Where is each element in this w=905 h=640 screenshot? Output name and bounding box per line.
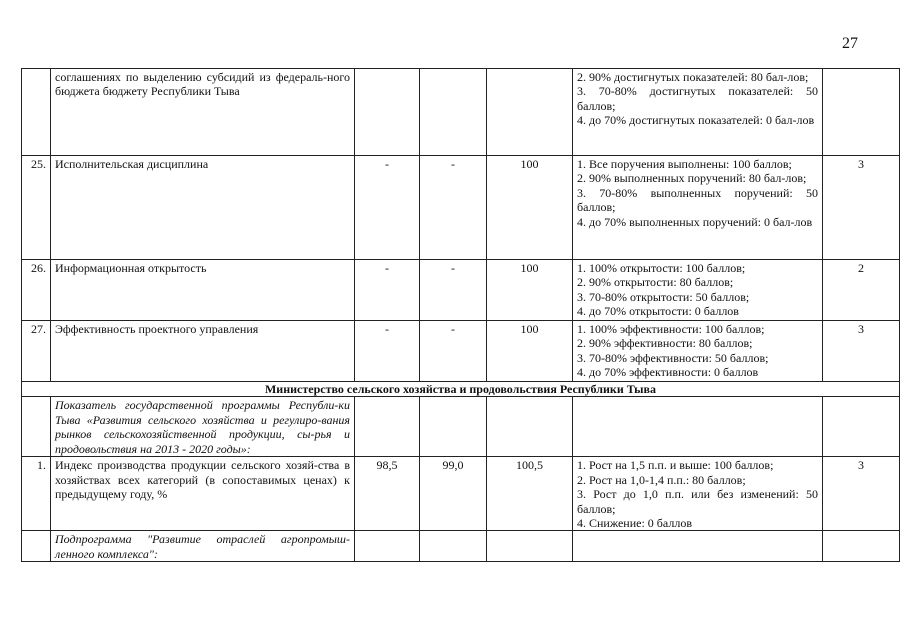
criteria-line: 2. Рост на 1,0-1,4 п.п.: 80 баллов; <box>577 472 746 487</box>
value-cell: - <box>355 260 420 321</box>
section-heading-row <box>22 382 900 397</box>
weight-cell: 3 <box>823 457 900 531</box>
row-number-cell <box>22 69 51 156</box>
row-number-cell: 26. <box>22 260 51 321</box>
section-title: Министерство сельского хозяйства и продовольствия Республики Тыва <box>22 382 900 397</box>
criteria-line: 1. 100% эффективности: 100 баллов; <box>577 322 765 336</box>
table-row <box>22 69 900 156</box>
criteria-line: 3. 70-80% открытости: 50 баллов; <box>577 289 750 304</box>
row-number-cell <box>22 397 51 457</box>
table-row <box>22 531 900 562</box>
row-number-cell <box>22 531 51 562</box>
indicator-name-cell: Исполнительская дисциплина <box>51 156 355 260</box>
criteria-line: 1. Все поручения выполнены: 100 баллов; <box>577 157 792 171</box>
table-row <box>22 397 900 457</box>
value-cell: - <box>355 156 420 260</box>
value-cell: 100 <box>487 321 573 382</box>
value-cell <box>487 397 573 457</box>
indicators-table <box>21 68 900 562</box>
table-row <box>22 260 900 321</box>
indicator-name-cell: Индекс производства продукции сельского хозяй-ства в хозяйствах всех категорий (в сопоставимых ценах) к предыдущему году, % <box>51 457 355 531</box>
criteria-line: 2. 90% эффективности: 80 баллов; <box>577 336 753 351</box>
criteria-cell <box>573 531 823 562</box>
row-number-cell: 1. <box>22 457 51 531</box>
indicator-name-cell: Эффективность проектного управления <box>51 321 355 382</box>
weight-cell: 3 <box>823 156 900 260</box>
criteria-line: 2. 90% достигнутых показателей: 80 бал-лов; <box>577 70 809 84</box>
criteria-line: 2. 90% выполненных поручений: 80 бал-лов; <box>577 171 807 186</box>
table-row <box>22 156 900 260</box>
value-cell <box>420 69 487 156</box>
value-cell: 100 <box>487 260 573 321</box>
criteria-line: 4. до 70% открытости: 0 баллов <box>577 304 739 319</box>
value-cell <box>355 397 420 457</box>
value-cell: 98,5 <box>355 457 420 531</box>
subprogram-name-cell: Подпрограмма "Развитие отраслей агропромыш-ленного комплекса": <box>51 531 355 562</box>
value-cell: - <box>420 156 487 260</box>
criteria-line: 3. 70-80% эффективности: 50 баллов; <box>577 350 769 365</box>
value-cell: - <box>420 321 487 382</box>
weight-cell: 3 <box>823 321 900 382</box>
value-cell <box>420 397 487 457</box>
criteria-line: 3. 70-80% достигнутых показателей: 50 баллов; <box>577 84 818 113</box>
criteria-cell <box>573 156 823 260</box>
weight-cell <box>823 531 900 562</box>
criteria-cell <box>573 260 823 321</box>
criteria-line: 4. до 70% достигнутых показателей: 0 бал-лов <box>577 113 815 128</box>
value-cell: 99,0 <box>420 457 487 531</box>
criteria-cell <box>573 69 823 156</box>
criteria-cell <box>573 321 823 382</box>
criteria-line: 2. 90% открытости: 80 баллов; <box>577 275 734 290</box>
value-cell: 100 <box>487 156 573 260</box>
criteria-cell <box>573 457 823 531</box>
criteria-line: 3. 70-80% выполненных поручений: 50 баллов; <box>577 185 818 215</box>
criteria-line: 1. Рост на 1,5 п.п. и выше: 100 баллов; <box>577 458 774 473</box>
indicator-name-cell: Информационная открытость <box>51 260 355 321</box>
value-cell: - <box>420 260 487 321</box>
value-cell <box>355 69 420 156</box>
value-cell <box>355 531 420 562</box>
criteria-line: 1. 100% открытости: 100 баллов; <box>577 261 746 275</box>
criteria-line: 4. Снижение: 0 баллов <box>577 516 692 531</box>
weight-cell <box>823 69 900 156</box>
criteria-line: 4. до 70% выполненных поручений: 0 бал-лов <box>577 214 813 229</box>
weight-cell <box>823 397 900 457</box>
table-row <box>22 457 900 531</box>
criteria-line: 4. до 70% эффективности: 0 баллов <box>577 365 759 380</box>
row-number-cell: 25. <box>22 156 51 260</box>
value-cell: - <box>355 321 420 382</box>
program-name-cell: Показатель государственной программы Республи-ки Тыва «Развития сельского хозяйства и регулиро-вания рынков сельскохозяйственной продукции, сы-рья и продовольствия на 2013 - 2020 годы»: <box>51 397 355 457</box>
value-cell <box>487 531 573 562</box>
value-cell <box>487 69 573 156</box>
criteria-cell <box>573 397 823 457</box>
page-number: 27 <box>842 35 858 52</box>
weight-cell: 2 <box>823 260 900 321</box>
indicator-name-cell: соглашениях по выделению субсидий из федераль-ного бюджета бюджету Республики Тыва <box>51 69 355 156</box>
value-cell <box>420 531 487 562</box>
value-cell: 100,5 <box>487 457 573 531</box>
row-number-cell: 27. <box>22 321 51 382</box>
criteria-line: 3. Рост до 1,0 п.п. или без изменений: 50 баллов; <box>577 487 818 516</box>
table-row <box>22 321 900 382</box>
